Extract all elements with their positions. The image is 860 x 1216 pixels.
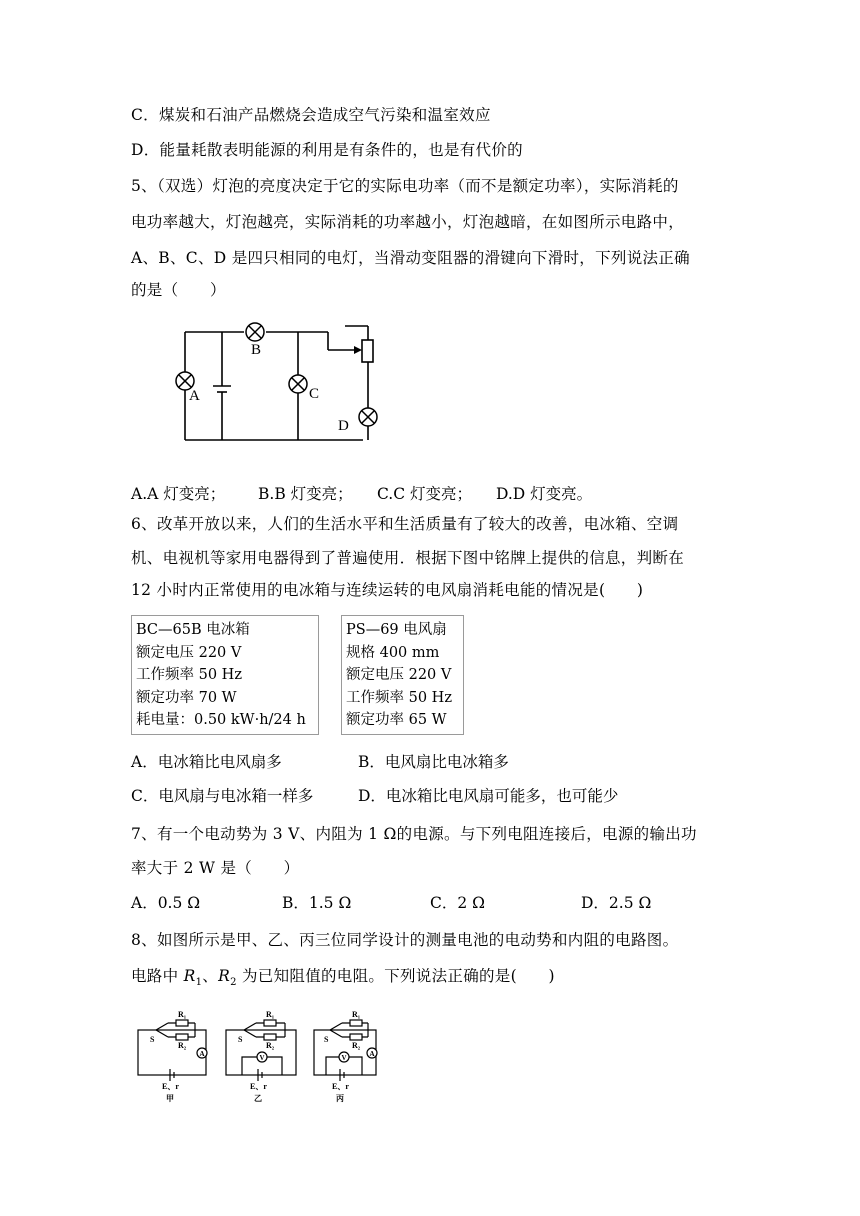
- jia-caption: 甲: [166, 1094, 174, 1103]
- yi-caption: 乙: [254, 1094, 262, 1103]
- bing-ammeter-icon: A: [369, 1050, 375, 1058]
- q5-circuit-diagram: [170, 320, 385, 450]
- q8-stem-line2: [131, 966, 555, 993]
- r2-symbol: R: [218, 967, 231, 985]
- fan-voltage: 额定电压 220 V: [346, 667, 452, 683]
- lamp-b-icon: [246, 323, 264, 341]
- jia-ammeter-icon: A: [199, 1050, 205, 1058]
- yi-s-label: S: [238, 1035, 243, 1044]
- label-b: B: [251, 342, 262, 358]
- bing-r1-label: R₁: [352, 1010, 361, 1019]
- label-a: A: [189, 388, 200, 404]
- q5-stem-line4: 的是（ ）: [131, 281, 226, 299]
- yi-r1-label: R₁: [266, 1010, 275, 1019]
- q7-stem-line2: 率大于 2 W 是（ ）: [131, 859, 300, 877]
- q7-option-a: A．0.5 Ω: [131, 894, 201, 912]
- fan-power: 额定功率 65 W: [346, 712, 447, 728]
- yi-voltmeter-icon: V: [259, 1054, 265, 1062]
- fridge-frequency: 工作频率 50 Hz: [136, 667, 242, 683]
- fridge-consumption: 耗电量：0.50 kW·h/24 h: [136, 712, 306, 728]
- q5-option-b: B.B 灯变亮；: [258, 485, 353, 503]
- q8-line2-suffix: 为已知阻值的电阻。下列说法正确的是( ): [236, 967, 555, 985]
- q8-circuit-diagrams: [130, 1005, 390, 1105]
- q8-stem-line1: 8、如图所示是甲、乙、丙三位同学设计的测量电池的电动势和内阻的电路图。: [131, 931, 679, 949]
- q6-stem-line1: 6、改革开放以来，人们的生活水平和生活质量有了较大的改善，电冰箱、空调: [131, 515, 679, 533]
- r2-subscript: 2: [230, 977, 237, 989]
- fan-spec: 规格 400 mm: [346, 644, 440, 661]
- q6-option-b: B．电风扇比电冰箱多: [358, 753, 509, 771]
- label-c: C: [309, 386, 320, 402]
- lamp-d-icon: [359, 408, 377, 426]
- fridge-model: BC—65B 电冰箱: [136, 622, 250, 638]
- q5-stem-line2: 电功率越大，灯泡越亮，实际消耗的功率越小，灯泡越暗，在如图所示电路中，: [131, 213, 685, 231]
- jia-er-label: E、r: [162, 1082, 179, 1091]
- q6-stem-line3: 12 小时内正常使用的电冰箱与连续运转的电风扇消耗电能的情况是( ): [131, 581, 644, 599]
- q5-stem-line1: 5、（双选）灯泡的亮度决定于它的实际电功率（而不是额定功率），实际消耗的: [131, 177, 679, 195]
- q6-option-d: D．电冰箱比电风扇可能多，也可能少: [358, 787, 619, 805]
- q7-option-c: C．2 Ω: [430, 894, 485, 912]
- bing-er-label: E、r: [332, 1082, 349, 1091]
- fan-nameplate: [341, 615, 464, 735]
- bing-caption: 丙: [336, 1094, 344, 1103]
- q5-option-c: C.C 灯变亮；: [377, 485, 473, 503]
- q4-option-d: D．能量耗散表明能源的利用是有条件的，也是有代价的: [131, 141, 523, 159]
- q6-option-c: C．电风扇与电冰箱一样多: [131, 787, 314, 805]
- lamp-c-icon: [289, 375, 307, 393]
- bing-voltmeter-icon: V: [341, 1054, 347, 1062]
- jia-r1-label: R₁: [178, 1010, 187, 1019]
- fridge-nameplate: [131, 615, 319, 735]
- q5-option-d: D.D 灯变亮。: [496, 485, 593, 503]
- fan-model: PS—69 电风扇: [346, 622, 447, 638]
- q6-stem-line2: 机、电视机等家用电器得到了普遍使用．根据下图中铭牌上提供的信息，判断在: [131, 549, 685, 567]
- q8-line2-prefix: 电路中: [131, 967, 184, 985]
- fridge-power: 额定功率 70 W: [136, 689, 237, 706]
- q7-option-d: D．2.5 Ω: [581, 894, 652, 912]
- q6-option-a: A．电冰箱比电风扇多: [131, 753, 282, 771]
- yi-r2-label: R₂: [266, 1041, 275, 1050]
- q7-option-b: B．1.5 Ω: [282, 894, 352, 912]
- fridge-voltage: 额定电压 220 V: [136, 644, 242, 661]
- circuit-jia: [138, 1020, 207, 1081]
- label-d: D: [338, 418, 349, 434]
- jia-s-label: S: [150, 1035, 155, 1044]
- bing-s-label: S: [324, 1035, 329, 1044]
- r1-symbol: R: [183, 967, 196, 985]
- yi-er-label: E、r: [250, 1082, 267, 1091]
- q5-option-a: A.A 灯变亮；: [131, 485, 226, 503]
- fan-frequency: 工作频率 50 Hz: [346, 689, 452, 706]
- q5-stem-line3: A、B、C、D 是四只相同的电灯，当滑动变阻器的滑键向下滑时，下列说法正确: [131, 249, 690, 267]
- q4-option-c: C．煤炭和石油产品燃烧会造成空气污染和温室效应: [131, 106, 491, 124]
- q7-stem-line1: 7、有一个电动势为 3 V、内阻为 1 Ω的电源。与下列电阻连接后，电源的输出功: [131, 825, 697, 843]
- jia-r2-label: R₂: [178, 1041, 187, 1050]
- r-separator: 、: [202, 967, 219, 985]
- circuit-bing: [314, 1020, 377, 1081]
- bing-r2-label: R₂: [352, 1041, 361, 1050]
- r1-subscript: 1: [195, 977, 203, 989]
- circuit-yi: [226, 1020, 296, 1081]
